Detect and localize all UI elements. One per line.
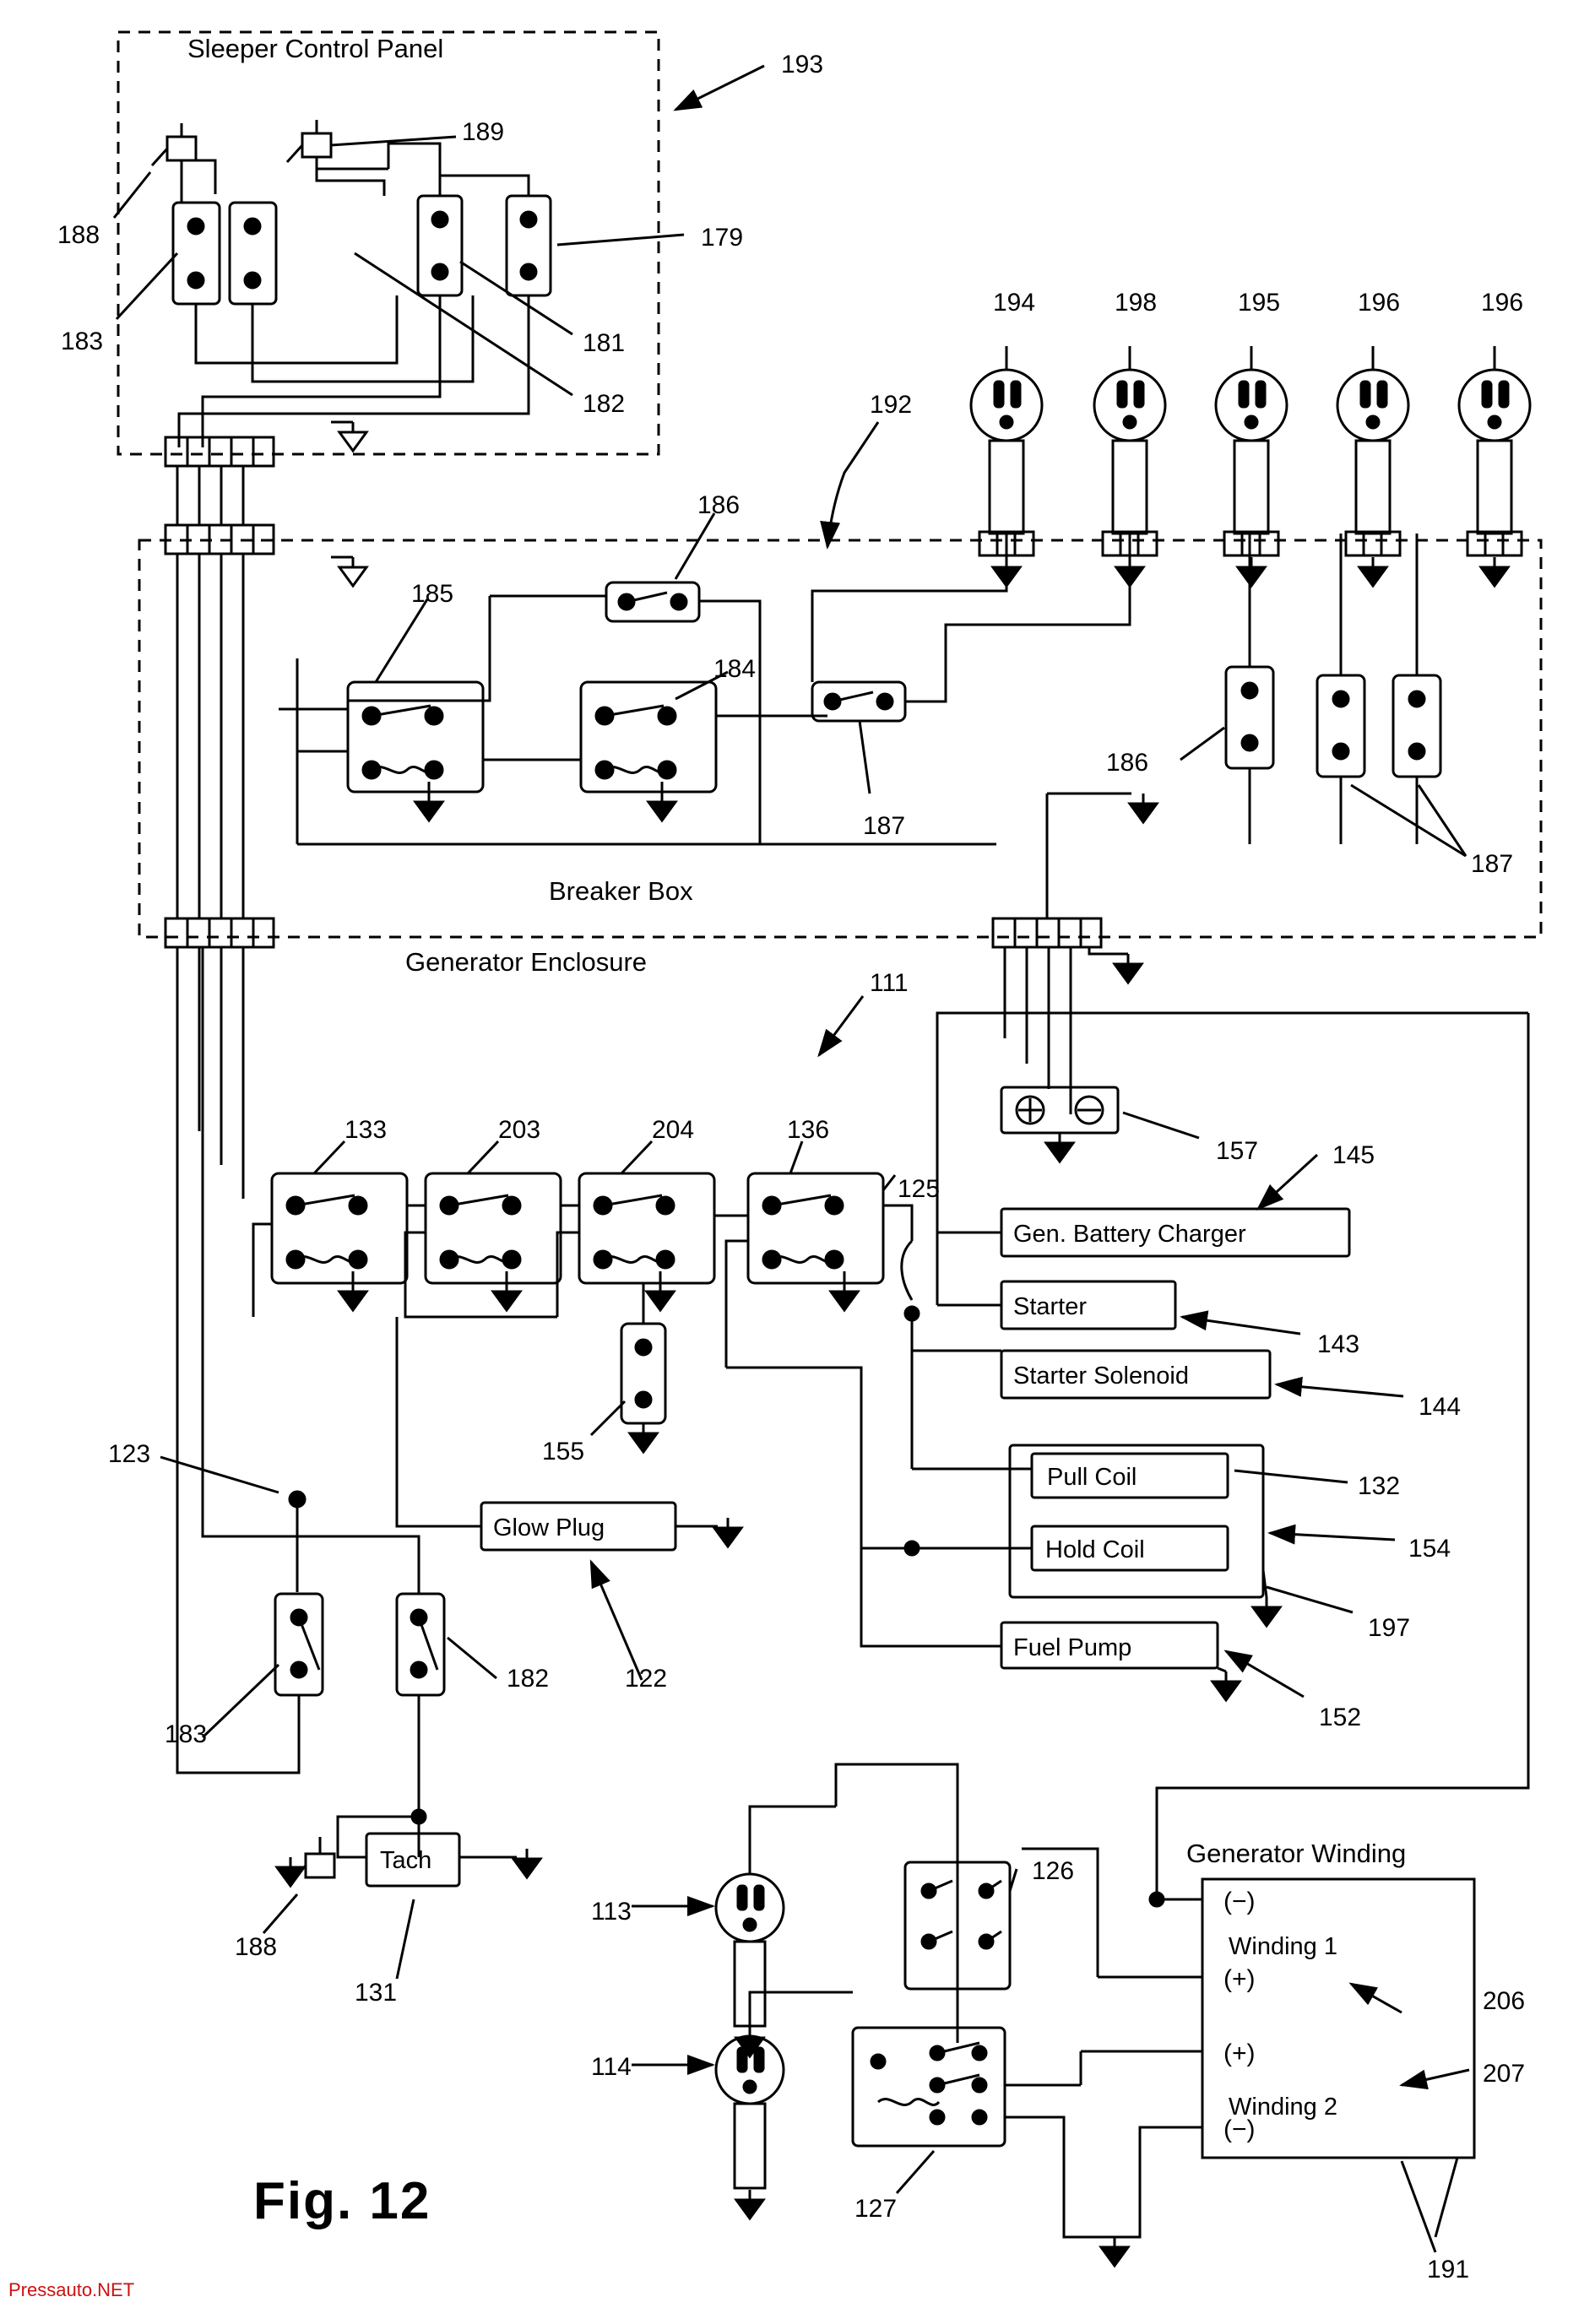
ref-number: 125 (898, 1175, 941, 1203)
ref-number: 193 (781, 51, 824, 79)
ref-number: 111 (870, 969, 909, 997)
ref-number: 114 (591, 2053, 632, 2081)
component-starter-solenoid: Starter Solenoid (1013, 1362, 1189, 1390)
component-starter: Starter (1013, 1293, 1088, 1320)
ref-number: 136 (787, 1116, 830, 1144)
ref-number: 143 (1317, 1330, 1360, 1358)
ref-number: 182 (507, 1665, 550, 1693)
winding-terminal-3: (+) (1223, 2040, 1256, 2067)
ref-number: 196 (1358, 289, 1401, 317)
ref-number: 181 (583, 329, 626, 357)
ref-number: 204 (652, 1116, 695, 1144)
component-gen-battery-charger: Gen. Battery Charger (1013, 1221, 1246, 1248)
ref-number: 182 (583, 390, 626, 418)
winding-terminal-1: (−) (1223, 1888, 1256, 1915)
ref-number: 185 (411, 580, 454, 608)
ref-number: 187 (1471, 850, 1514, 878)
ref-number: 194 (993, 289, 1036, 317)
ref-number: 189 (462, 118, 505, 146)
component-winding-2: Winding 2 (1229, 2094, 1337, 2121)
section-label-sleeper-control-panel: Sleeper Control Panel (187, 34, 444, 63)
ref-number: 188 (57, 221, 100, 249)
ref-number: 154 (1408, 1535, 1451, 1563)
ref-number: 198 (1115, 289, 1158, 317)
ref-number: 192 (870, 391, 913, 419)
ref-number: 195 (1238, 289, 1281, 317)
section-label-breaker-box: Breaker Box (549, 876, 693, 906)
ref-number: 187 (863, 812, 906, 840)
ref-number: 126 (1032, 1857, 1075, 1885)
ref-number: 132 (1358, 1472, 1401, 1500)
ref-number: 157 (1216, 1137, 1259, 1165)
ref-number: 131 (355, 1979, 398, 2007)
figure-caption: Fig. 12 (253, 2172, 431, 2230)
ref-number: 206 (1483, 1987, 1526, 2015)
component-hold-coil: Hold Coil (1045, 1536, 1145, 1563)
watermark: Pressauto.NET (8, 2279, 135, 2300)
ref-number: 197 (1368, 1614, 1411, 1642)
ref-number: 183 (61, 328, 104, 355)
winding-terminal-2: (+) (1223, 1965, 1256, 1993)
ref-number: 196 (1481, 289, 1524, 317)
ref-number: 144 (1419, 1393, 1462, 1421)
section-label-generator-winding: Generator Winding (1186, 1839, 1407, 1868)
ref-number: 179 (701, 224, 744, 252)
ref-number: 123 (108, 1440, 151, 1468)
ref-number: 113 (591, 1898, 632, 1926)
section-label-generator-enclosure: Generator Enclosure (405, 947, 648, 977)
ref-number: 133 (344, 1116, 388, 1144)
component-pull-coil: Pull Coil (1047, 1464, 1137, 1491)
winding-terminal-4: (−) (1223, 2115, 1256, 2143)
ref-number: 203 (498, 1116, 541, 1144)
component-glow-plug: Glow Plug (493, 1514, 605, 1541)
ref-number: 191 (1427, 2256, 1470, 2283)
component-tach: Tach (380, 1847, 432, 1874)
ref-number: 207 (1483, 2060, 1526, 2088)
ref-number: 184 (713, 655, 757, 683)
ref-number: 145 (1332, 1141, 1375, 1169)
ref-number: 183 (165, 1720, 208, 1748)
ref-number: 155 (542, 1438, 585, 1465)
ref-number: 186 (697, 491, 741, 519)
ref-number: 186 (1106, 749, 1149, 777)
ref-number: 122 (625, 1665, 668, 1693)
ref-number: 188 (235, 1933, 278, 1961)
ref-number: 127 (854, 2195, 898, 2223)
ref-number: 152 (1319, 1704, 1362, 1731)
component-winding-1: Winding 1 (1229, 1933, 1337, 1960)
component-fuel-pump: Fuel Pump (1013, 1634, 1132, 1661)
